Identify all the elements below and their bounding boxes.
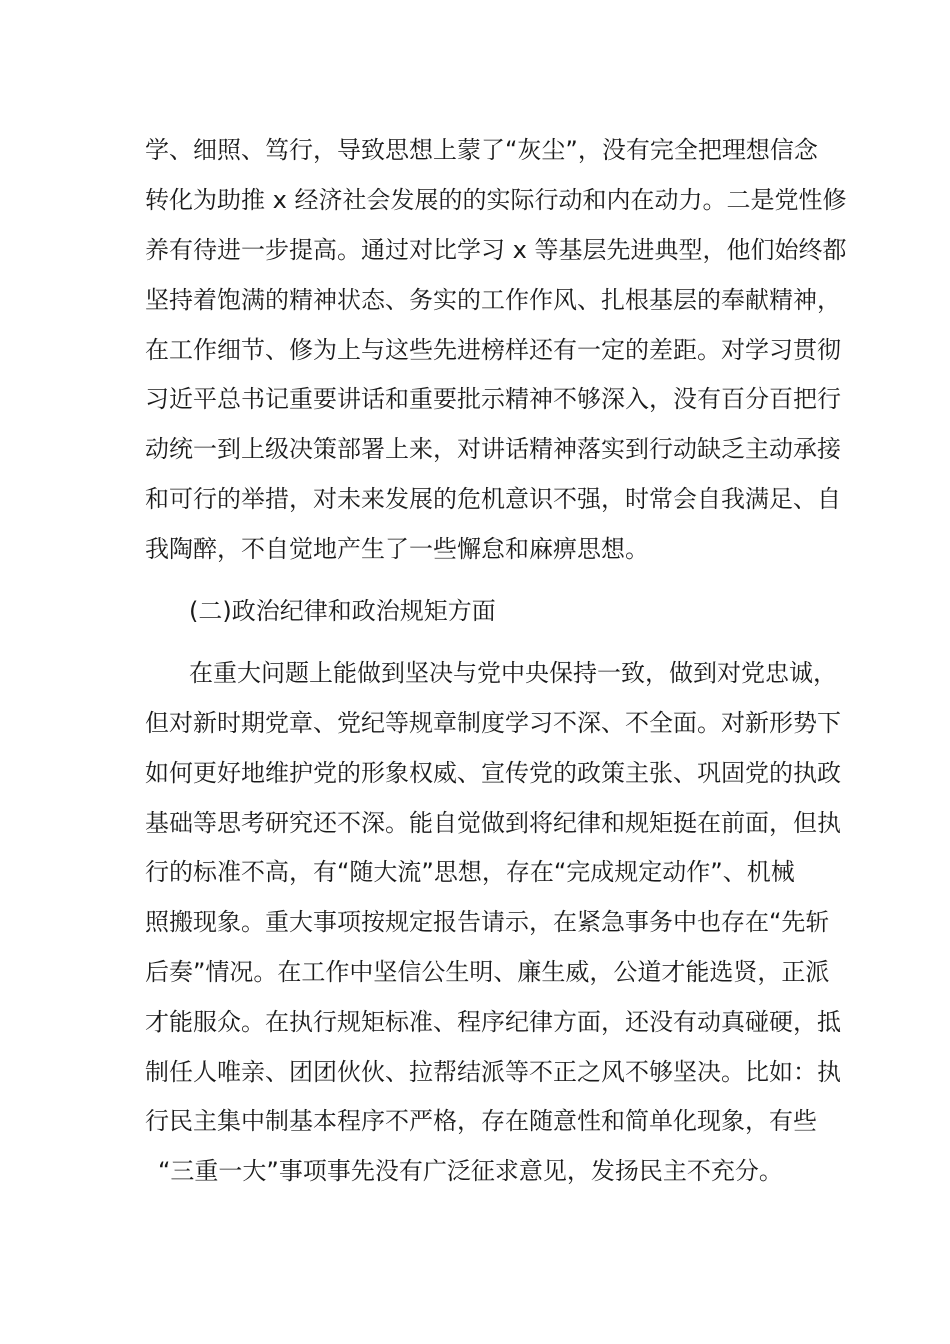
text-line: 和可行的举措，对未来发展的危机意识不强，时常会自我满足、自 xyxy=(145,485,841,513)
text-line: 照搬现象。重大事项按规定报告请示，在紧急事务中也存在“先斩 xyxy=(145,908,830,936)
text-line: 行的标准不高，有“随大流”思想，存在“完成规定动作”、机械 xyxy=(145,858,795,886)
text-line: 习近平总书记重要讲话和重要批示精神不够深入，没有百分百把行 xyxy=(145,385,841,413)
text-line: 转化为助推 x 经济社会发展的的实际行动和内在动力。二是党性修 xyxy=(145,186,847,214)
text-line: 基础等思考研究还不深。能自觉做到将纪律和规矩挺在前面，但执 xyxy=(145,809,841,837)
text-line: 制任人唯亲、团团伙伙、拉帮结派等不正之风不够坚决。比如：执 xyxy=(145,1058,841,1086)
text-line: 动统一到上级决策部署上来，对讲话精神落实到行动缺乏主动承接 xyxy=(145,435,841,463)
text-line: 后奏”情况。在工作中坚信公生明、廉生威，公道才能选贤，正派 xyxy=(145,958,830,986)
text-line: 我陶醉，不自觉地产生了一些懈怠和麻痹思想。 xyxy=(145,535,649,563)
text-line: 养有待进一步提高。通过对比学习 x 等基层先进典型，他们始终都 xyxy=(145,236,847,264)
text-line: “三重一大”事项事先没有广泛征求意见，发扬民主不充分。 xyxy=(158,1157,783,1185)
text-line: 在重大问题上能做到坚决与党中央保持一致，做到对党忠诚， xyxy=(189,659,837,687)
text-line: 行民主集中制基本程序不严格，存在随意性和简单化现象，有些 xyxy=(145,1107,817,1135)
text-line: 如何更好地维护党的形象权威、宣传党的政策主张、巩固党的执政 xyxy=(145,759,841,787)
text-line: 才能服众。在执行规矩标准、程序纪律方面，还没有动真碰硬，抵 xyxy=(145,1008,841,1036)
text-line: 但对新时期党章、党纪等规章制度学习不深、不全面。对新形势下 xyxy=(145,709,841,737)
text-line: 学、细照、笃行，导致思想上蒙了“灰尘”，没有完全把理想信念 xyxy=(145,136,818,164)
section-heading: (二)政治纪律和政治规矩方面 xyxy=(189,597,496,625)
text-line: 坚持着饱满的精神状态、务实的工作作风、扎根基层的奉献精神， xyxy=(145,286,841,314)
text-line: 在工作细节、修为上与这些先进榜样还有一定的差距。对学习贯彻 xyxy=(145,336,841,364)
